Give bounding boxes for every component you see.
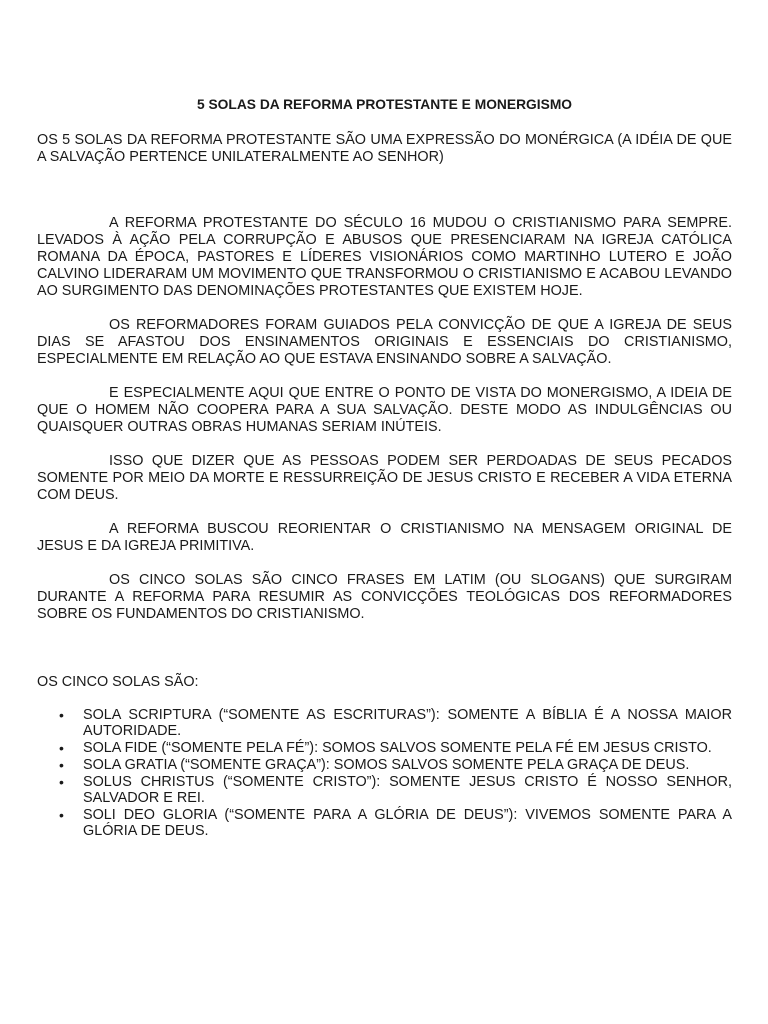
- spacer: [37, 640, 732, 674]
- list-item: [37, 707, 732, 739]
- paragraph-reforma: A REFORMA PROTESTANTE DO SÉCULO 16 MUDOU O CRISTIANISMO PARA SEMPRE. LEVADOS À AÇÃO PELA CORRUPÇÃO E ABUSOS QUE PRESENCIARAM NA IGREJA CATÓLICA ROMANA DA ÉPOCA, PASTORES E LÍDERES VISIONÁRIOS COMO MARTINHO LUTERO E JOÃO CALVINO LIDERARAM UM MOVIMENTO QUE TRANSFORMOU O CRISTIANISMO E ACABOU LEVANDO AO SURGIMENTO DAS DENOMINAÇÕES PROTESTANTES QUE EXISTEM HOJE.: [37, 215, 732, 299]
- list-item: [37, 807, 732, 839]
- bullet-icon: •: [59, 707, 64, 723]
- list-item-text: SOLA GRATIA (“SOMENTE GRAÇA”): SOMOS SALVOS SOMENTE PELA GRAÇA DE DEUS.: [83, 757, 690, 773]
- bullet-icon: •: [59, 774, 64, 790]
- bullet-icon: •: [59, 807, 64, 823]
- list-item-text: SOLUS CHRISTUS (“SOMENTE CRISTO”): SOMENTE JESUS CRISTO É NOSSO SENHOR, SALVADOR E REI.: [83, 774, 732, 806]
- list-item-text: SOLI DEO GLORIA (“SOMENTE PARA A GLÓRIA DE DEUS”): VIVEMOS SOMENTE PARA A GLÓRIA DE DEUS.: [83, 807, 732, 839]
- paragraph-monergismo: E ESPECIALMENTE AQUI QUE ENTRE O PONTO DE VISTA DO MONERGISMO, A IDEIA DE QUE O HOMEM NÃO COOPERA PARA A SUA SALVAÇÃO. DESTE MODO AS INDULGÊNCIAS OU QUAISQUER OUTRAS OBRAS HUMANAS SERIAM INÚTEIS.: [37, 385, 732, 435]
- list-item: [37, 757, 732, 773]
- list-item-text: SOLA FIDE (“SOMENTE PELA FÉ”): SOMOS SALVOS SOMENTE PELA FÉ EM JESUS CRISTO.: [83, 740, 712, 756]
- bullet-icon: •: [59, 757, 64, 773]
- list-item: [37, 740, 732, 756]
- solas-list: [37, 707, 732, 839]
- list-item: [37, 774, 732, 806]
- paragraph-reformadores: OS REFORMADORES FORAM GUIADOS PELA CONVICÇÃO DE QUE A IGREJA DE SEUS DIAS SE AFASTOU DOS ENSINAMENTOS ORIGINAIS E ESSENCIAIS DO CRISTIANISMO, ESPECIALMENTE EM RELAÇÃO AO QUE ESTAVA ENSINANDO SOBRE A SALVAÇÃO.: [37, 317, 732, 367]
- intro-paragraph: OS 5 SOLAS DA REFORMA PROTESTANTE SÃO UMA EXPRESSÃO DO MONÉRGICA (A IDÉIA DE QUE A SALVAÇÃO PERTENCE UNILATERALMENTE AO SENHOR): [37, 132, 732, 165]
- document-title: 5 SOLAS DA REFORMA PROTESTANTE E MONERGISMO: [196, 97, 573, 112]
- bullet-icon: •: [59, 740, 64, 756]
- list-item-text: SOLA SCRIPTURA (“SOMENTE AS ESCRITURAS”): SOMENTE A BÍBLIA É A NOSSA MAIOR AUTORIDADE.: [83, 707, 732, 739]
- paragraph-cinco-solas: OS CINCO SOLAS SÃO CINCO FRASES EM LATIM (OU SLOGANS) QUE SURGIRAM DURANTE A REFORMA PARA RESUMIR AS CONVICÇÕES TEOLÓGICAS DOS REFORMADORES SOBRE OS FUNDAMENTOS DO CRISTIANISMO.: [37, 572, 732, 622]
- list-heading: OS CINCO SOLAS SÃO:: [37, 674, 199, 690]
- paragraph-reorientar: A REFORMA BUSCOU REORIENTAR O CRISTIANISMO NA MENSAGEM ORIGINAL DE JESUS E DA IGREJA PRIMITIVA.: [37, 521, 732, 554]
- paragraph-perdao: ISSO QUE DIZER QUE AS PESSOAS PODEM SER PERDOADAS DE SEUS PECADOS SOMENTE POR MEIO DA MORTE E RESSURREIÇÃO DE JESUS CRISTO E RECEBER A VIDA ETERNA COM DEUS.: [37, 453, 732, 503]
